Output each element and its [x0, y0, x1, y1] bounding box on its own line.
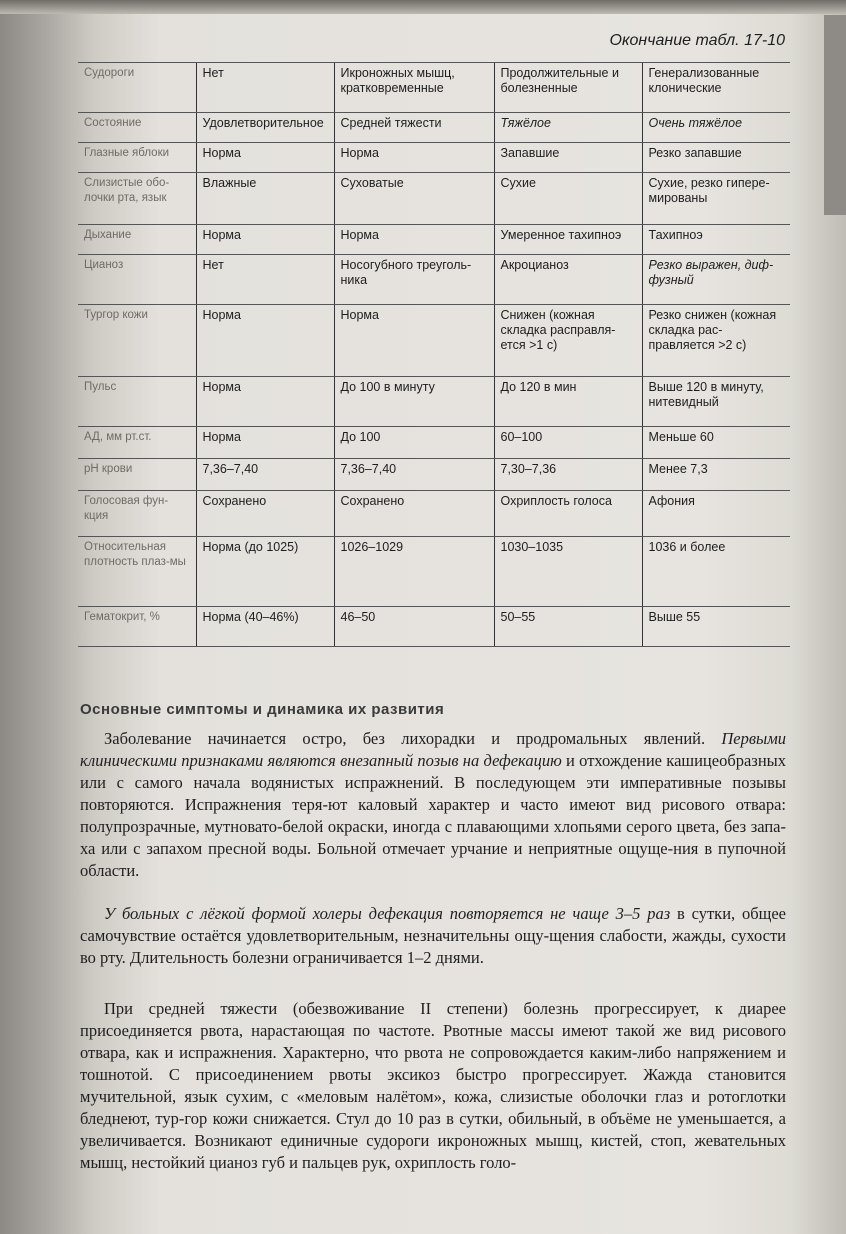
table-cell: Запавшие — [494, 143, 642, 173]
table-cell: Носогубного треуголь-ника — [334, 255, 494, 305]
table-cell: Резко снижен (кожная складка рас-правляется >2 с) — [642, 305, 790, 377]
row-label: pH крови — [78, 459, 196, 491]
row-label: Цианоз — [78, 255, 196, 305]
table-cell: Резко запавшие — [642, 143, 790, 173]
table-row — [78, 377, 790, 427]
table-row — [78, 491, 790, 537]
table-cell: 60–100 — [494, 427, 642, 459]
table-cell: Норма — [196, 377, 334, 427]
row-label: Состояние — [78, 113, 196, 143]
table-row — [78, 305, 790, 377]
paragraph-emphasis: У больных с лёгкой формой холеры дефекация повторяется не чаще 3–5 раз — [104, 904, 671, 923]
table-cell: 1026–1029 — [334, 537, 494, 607]
table-cell: Суховатые — [334, 173, 494, 225]
table-cell: Нет — [196, 63, 334, 113]
table-cell: 46–50 — [334, 607, 494, 647]
table-cell: 1036 и более — [642, 537, 790, 607]
paragraph-text: и отхождение кашицеобразных или с самого начала водянистых испражнений. В последующем эти императивные позывы повторяются. Испражнения теря-ют каловый характер и часто имеют вид рисового отвара: полупрозрачные, мутновато-белой окраски, иногда с плавающими хлопьями серого цвета, без запа-ха или с запахом пресной воды. Больной отмечает урчание и неприятные ощуще-ния в пупочной области. — [80, 751, 786, 880]
table-cell: 50–55 — [494, 607, 642, 647]
table-cell: Сухие — [494, 173, 642, 225]
table-cell: Норма — [196, 143, 334, 173]
table-cell: Влажные — [196, 173, 334, 225]
row-label: АД, мм рт.ст. — [78, 427, 196, 459]
page-top-edge — [0, 0, 846, 14]
paragraph-onset — [80, 728, 786, 882]
paragraph-emphasis: Первыми клиническими признаками являются внезапный позыв на дефекацию — [80, 729, 786, 770]
table-cell: Меньше 60 — [642, 427, 790, 459]
table-row — [78, 607, 790, 647]
table-cell: До 100 — [334, 427, 494, 459]
table-cell: Средней тяжести — [334, 113, 494, 143]
table-cell: Продолжительные и болезненные — [494, 63, 642, 113]
table-cell: Генерализованные клонические — [642, 63, 790, 113]
table-row — [78, 173, 790, 225]
table-cell: Менее 7,3 — [642, 459, 790, 491]
table-cell: Норма (до 1025) — [196, 537, 334, 607]
paragraph-text: в сутки, общее самочувствие остаётся удовлетворительным, незначительны ощу-щения слабости, жажды, сухости во рту. Длительность болезни ограничивается 1–2 днями. — [80, 904, 786, 967]
table-cell: Норма — [334, 225, 494, 255]
table-cell: Норма — [196, 427, 334, 459]
table-cell: Сухие, резко гипере-мированы — [642, 173, 790, 225]
table-row — [78, 427, 790, 459]
table-cell: Очень тяжёлое — [642, 113, 790, 143]
cholera-severity-table — [78, 62, 790, 647]
table-cell: Снижен (кожная складка расправля-ется >1 с) — [494, 305, 642, 377]
table-cell: До 120 в мин — [494, 377, 642, 427]
table-cell: Сохранено — [196, 491, 334, 537]
table-cell: 7,36–7,40 — [334, 459, 494, 491]
paragraph-moderate-form: При средней тяжести (обезвоживание II степени) болезнь прогрессирует, к диарее присоединяется рвота, нарастающая по частоте. Рвотные массы имеют такой же вид рисового отвара, как и испражнения. Характерно, что рвота не сопровождается каким-либо напряжением и тошнотой. С присоединением рвоты эксикоз быстро прогрессирует. Жажда становится мучительной, язык сухим, с «меловым налётом», кожа, слизистые оболочки глаз и ротоглотки бледнеют, тур-гор кожи снижается. Стул до 10 раз в сутки, обильный, в объёме не уменьшается, а увеличивается. Возникают единичные судороги икроножных мышц, кистей, стоп, жевательных мышц, нестойкий цианоз губ и пальцев рук, охриплость голо- — [80, 999, 786, 1172]
table-cell: Норма — [196, 225, 334, 255]
table-cell: Акроцианоз — [494, 255, 642, 305]
table-row — [78, 143, 790, 173]
table-cell: Сохранено — [334, 491, 494, 537]
row-label: Относительная плотность плаз-мы — [78, 537, 196, 607]
section-heading: Основные симптомы и динамика их развития — [80, 701, 445, 718]
row-label: Дыхание — [78, 225, 196, 255]
row-label: Гематокрит, % — [78, 607, 196, 647]
table-cell: Резко выражен, диф-фузный — [642, 255, 790, 305]
table-cell: Норма — [334, 143, 494, 173]
table-cell: 1030–1035 — [494, 537, 642, 607]
table-cell: Охриплость голоса — [494, 491, 642, 537]
table-cell: Норма (40–46%) — [196, 607, 334, 647]
table-cell: 7,36–7,40 — [196, 459, 334, 491]
table-cell: До 100 в минуту — [334, 377, 494, 427]
table-cell: Тахипноэ — [642, 225, 790, 255]
row-label: Глазные яблоки — [78, 143, 196, 173]
table-row — [78, 63, 790, 113]
table-row — [78, 255, 790, 305]
row-label: Пульс — [78, 377, 196, 427]
table-row — [78, 113, 790, 143]
table-row — [78, 537, 790, 607]
row-label: Судороги — [78, 63, 196, 113]
paragraph-mild-form — [80, 903, 786, 969]
table-cell: Нет — [196, 255, 334, 305]
table-cell: Норма — [196, 305, 334, 377]
chapter-tab-marker — [824, 15, 846, 215]
table-cell: Тяжёлое — [494, 113, 642, 143]
table-cell: 7,30–7,36 — [494, 459, 642, 491]
table-cell: Выше 120 в минуту, нитевидный — [642, 377, 790, 427]
table-cell: Икроножных мышц, кратковременные — [334, 63, 494, 113]
table-cell: Афония — [642, 491, 790, 537]
table-row — [78, 459, 790, 491]
table-cell: Умеренное тахипноэ — [494, 225, 642, 255]
table-cell: Выше 55 — [642, 607, 790, 647]
row-label: Тургор кожи — [78, 305, 196, 377]
row-label: Голосовая фун-кция — [78, 491, 196, 537]
paragraph-text: Заболевание начинается остро, без лихорадки и продромальных явлений. — [104, 729, 722, 748]
table-cell: Удовлетворительное — [196, 113, 334, 143]
table-caption: Окончание табл. 17-10 — [609, 32, 785, 49]
table-cell: Норма — [334, 305, 494, 377]
row-label: Слизистые обо-лочки рта, язык — [78, 173, 196, 225]
table-row — [78, 225, 790, 255]
